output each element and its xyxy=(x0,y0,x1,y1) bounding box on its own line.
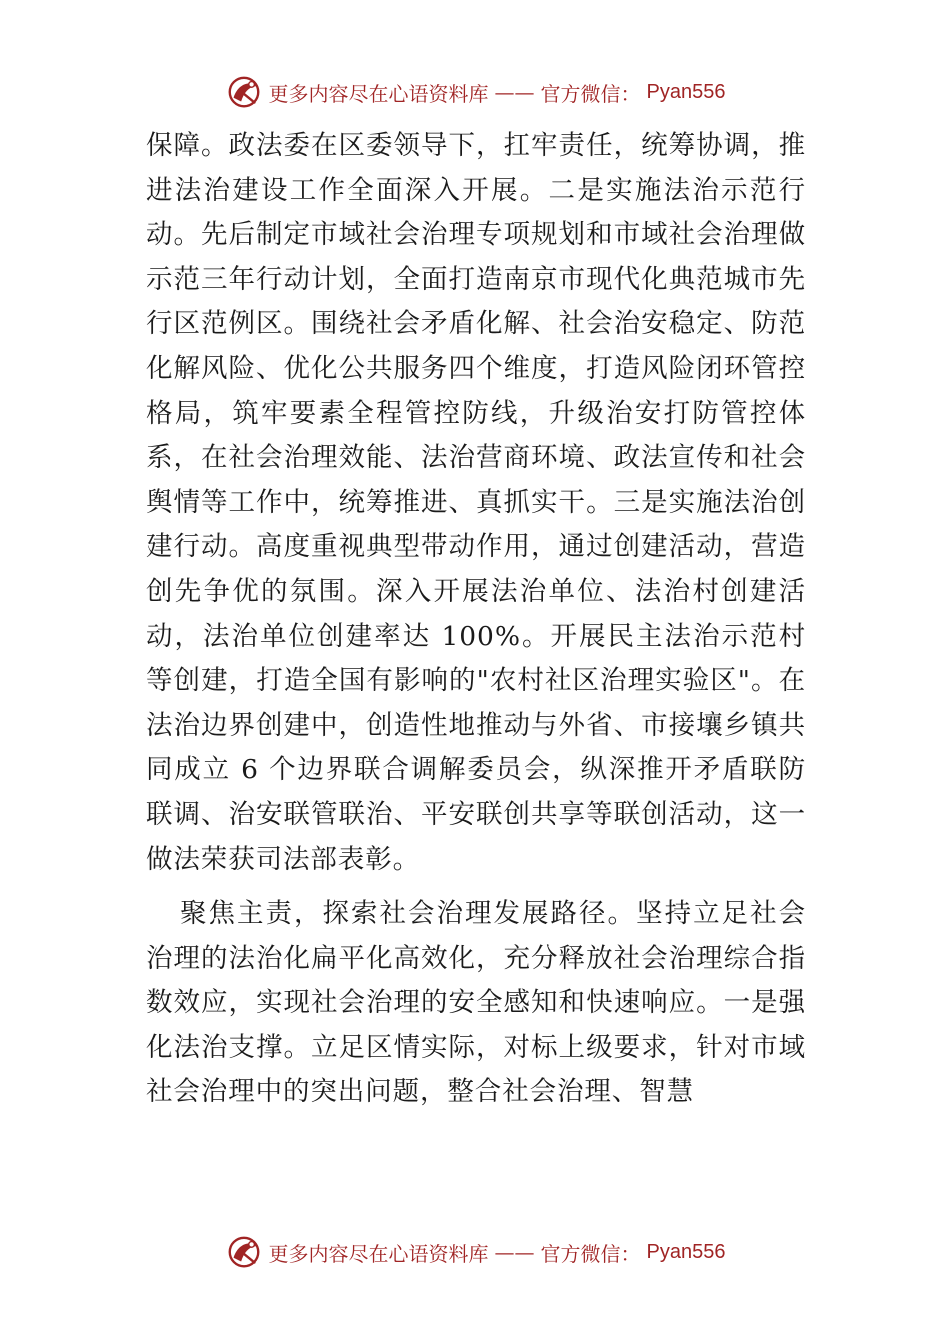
body-paragraph: 聚焦主责，探索社会治理发展路径。坚持立足社会治理的法治化扁平化高效化，充分释放社会治理综合指数效应，实现社会治理的安全感知和快速响应。一是强化法治支撑。立足区情实际，对标上级要求，针对市域社会治理中的突出问题，整合社会治理、智慧 xyxy=(146,898,806,1108)
header-wechat-id: Pyan556 xyxy=(646,80,726,103)
footer-separator: —— xyxy=(494,1240,535,1264)
footer-watermark-banner xyxy=(0,1230,950,1274)
header-separator: —— xyxy=(494,80,535,104)
brand-logo-icon xyxy=(225,1233,263,1271)
brand-logo-icon xyxy=(225,73,263,111)
footer-wechat-label: 官方微信： xyxy=(540,1241,641,1266)
footer-wechat-id: Pyan556 xyxy=(646,1240,726,1263)
document-body xyxy=(146,124,806,1115)
header-watermark-banner xyxy=(0,70,950,114)
footer-site-name: 更多内容尽在心语资料库 xyxy=(268,1241,489,1266)
body-paragraph: 保障。政法委在区委领导下，扛牢责任，统筹协调，推进法治建设工作全面深入开展。二是实施法治示范行动。先后制定市域社会治理专项规划和市域社会治理做示范三年行动计划，全面打造南京市现代化典范城市先行区范例区。围绕社会矛盾化解、社会治安稳定、防范化解风险、优化公共服务四个维度，打造风险闭环管控格局，筑牢要素全程管控防线，升级治安打防管控体系，在社会治理效能、法治营商环境、政法宣传和社会舆情等工作中，统筹推进、真抓实干。三是实施法治创建行动。高度重视典型带动作用，通过创建活动，营造创先争优的氛围。深入开展法治单位、法治村创建活动，法治单位创建率达 100%。开展民主法治示范村等创建，打造全国有影响的"农村社区治理实验区"。在法治边界创建中，创造性地推动与外省、市接壤乡镇共同成立 6 个边界联合调解委员会，纵深推开矛盾联防联调、治安联管联治、平安联创共享等联创活动，这一做法荣获司法部表彰。 xyxy=(146,130,806,875)
header-wechat-label: 官方微信： xyxy=(540,81,641,106)
header-site-name: 更多内容尽在心语资料库 xyxy=(268,81,489,106)
